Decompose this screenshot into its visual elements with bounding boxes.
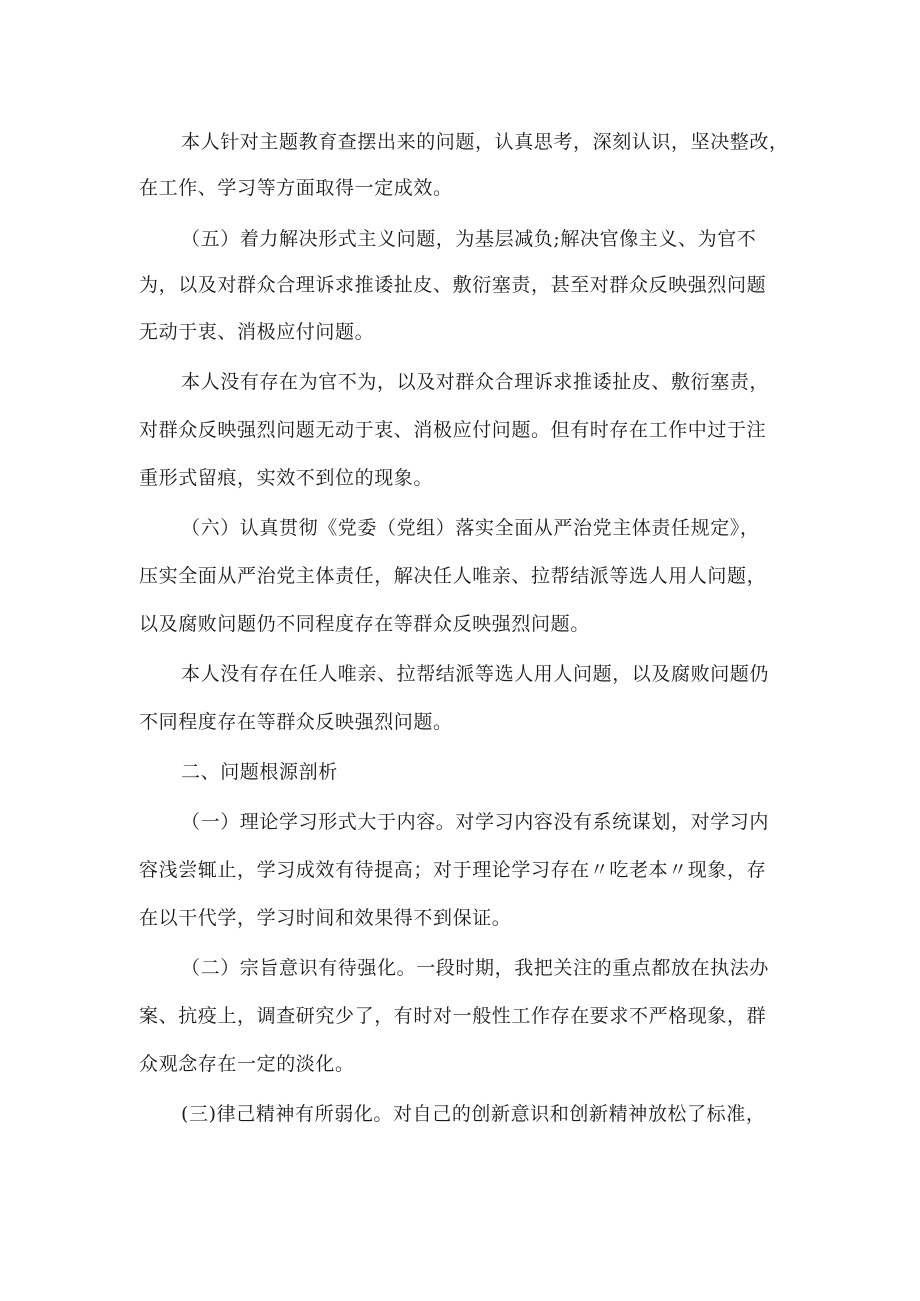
section-heading-5: （五）着力解决形式主义问题，为基层减负;解决官像主义、为官不 [181, 228, 757, 250]
body-text-line: 众观念存在一定的淡化。 [139, 1053, 355, 1075]
body-text-line: 在以干代学，学习时间和效果得不到保证。 [139, 907, 512, 929]
body-text-line: 在工作、学习等方面取得一定成效。 [139, 177, 453, 199]
body-text-line: 案、抗疫上，调查研究少了，有时对一般性工作存在要求不严格现象，群 [139, 1005, 767, 1027]
body-text-line: 本人没有存在为官不为，以及对群众合理诉求推诿扯皮、敷衍塞责， [181, 371, 770, 393]
body-text-line: 以及腐败问题仍不同程度存在等群众反映强烈问题。 [139, 613, 590, 635]
body-text-line: 无动于衷、消极应付问题。 [139, 321, 375, 343]
body-text-line: 本人没有存在任人唯亲、拉帮结派等选人用人问题，以及腐败问题仍 [181, 663, 770, 685]
body-text-line: 压实全面从严治党主体责任，解决任人唯亲、拉帮结派等选人用人问题， [139, 565, 767, 587]
body-text-line: 重形式留痕，实效不到位的现象。 [139, 467, 434, 489]
body-text-line: 为，以及对群众合理诉求推诿扯皮、敷衍塞责，甚至对群众反映强烈问题 [139, 274, 767, 296]
section-heading-6: （六）认真贯彻《党委（党组）落实全面从严治党主体责任规定》， [181, 517, 760, 539]
section-heading-2: （二）宗旨意识有待强化。一段时期，我把关注的重点都放在执法办 [181, 957, 770, 979]
section-heading-3: (三)律己精神有所弱化。对自己的创新意识和创新精神放松了标准， [181, 1103, 766, 1125]
chapter-heading: 二、问题根源剖析 [181, 761, 338, 783]
body-text-line: 容浅尝辄止，学习成效有待提高；对于理论学习存在〃吃老本〃现象，存 [139, 859, 767, 881]
body-text-line: 对群众反映强烈问题无动于衷、消极应付问题。但有时存在工作中过于注 [139, 419, 767, 441]
section-heading-1: （一）理论学习形式大于内容。对学习内容没有系统谋划，对学习内 [181, 811, 770, 833]
body-text-line: 不同程度存在等群众反映强烈问题。 [139, 711, 453, 733]
body-text-line: 本人针对主题教育查摆出来的问题，认真思考，深刻认识，坚决整改， [181, 131, 789, 153]
